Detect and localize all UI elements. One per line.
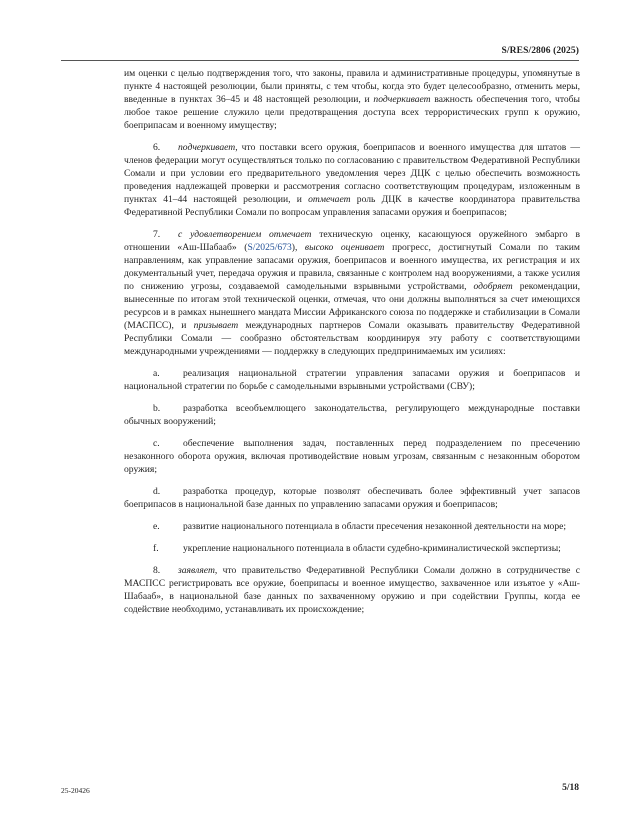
document-symbol: S/RES/2806 (2025) xyxy=(501,46,579,56)
subitem-letter: d. xyxy=(153,486,161,497)
paragraph-emphasis: подчеркивает xyxy=(178,142,236,153)
subitem-letter: c. xyxy=(153,438,160,449)
subitem-d xyxy=(124,485,580,511)
paragraph-text: техническую оценку, касающуюся оружейного эмбарго в отношении «Аш-Шабааб» ( xyxy=(124,229,580,253)
paragraph-emphasis: одобряет xyxy=(473,281,513,292)
subitem-text: обеспечение выполнения задач, поставленных перед подразделением по пресечению незаконного оборота оружия, включая противодействие новым угрозам, связанным с незаконным оборотом оружия; xyxy=(124,438,580,475)
subitem-text: реализация национальной стратегии управления запасами оружия и боеприпасов и национальной стратегии по борьбе с самодельными взрывными устройствами (СВУ); xyxy=(124,368,580,392)
subitem-letter: e. xyxy=(153,521,160,532)
paragraph-emphasis: с удовлетворением отмечает xyxy=(178,229,312,240)
paragraph-7 xyxy=(124,228,580,358)
page-number: 5/18 xyxy=(562,783,579,793)
paragraph-number: 8. xyxy=(153,565,161,576)
paragraph-emphasis: призывает xyxy=(193,320,239,331)
paragraph-emphasis: заявляет xyxy=(178,565,215,576)
subitem-text: разработка процедур, которые позволят обеспечивать более эффективный учет запасов боеприпасов в национальной базе данных по управлению запасами оружия и боеприпасов; xyxy=(124,486,580,510)
header-rule xyxy=(61,60,579,61)
subitem-letter: a. xyxy=(153,368,160,379)
paragraph-text: рекомендации, вынесенные по итогам этой технической оценки, отмечая, что они должны выполняться за счет имеющихся ресурсов и в рамках нынешнего мандата Миссии Африканского союза по поддержке и стабилизации в Сомали (МАСПСС), и xyxy=(124,281,580,331)
paragraph-continuation xyxy=(124,67,580,132)
paragraph-text: , что правительство Федеративной Республики Сомали должно в сотрудничестве с МАСПСС регистрировать все оружие, боеприпасы и военное имущество, захваченное или изъятое у «Аш-Шабааб», в национальной базе данных по захваченному оружию и при содействии Группы, когда ее содействие необходимо, устанавливать их происхождение; xyxy=(124,565,580,615)
paragraph-text: международных партнеров Сомали оказывать правительству Федеративной Республики Сомали — сообразно обстоятельствам координируя эту работу с соответствующими международными учреждениями — поддержку в следующих предпринимаемых им усилиях: xyxy=(124,320,580,357)
paragraph-text: им оценки с целью подтверждения того, что законы, правила и административные процедуры, упомянутые в пункте 4 настоящей резолюции, были приняты, с тем чтобы, когда это будет целесообразно, отменить меры, введенные в пунктах 36–45 и 48 настоящей резолюции, и xyxy=(124,68,580,105)
paragraph-emphasis: отмечает xyxy=(308,194,351,205)
paragraph-emphasis: высоко оценивает xyxy=(304,242,385,253)
subitem-a xyxy=(124,367,580,393)
paragraph-number: 6. xyxy=(153,142,161,153)
subitem-text: разработка всеобъемлющего законодательства, регулирующего международные поставки обычных вооружений; xyxy=(124,403,580,427)
paragraph-6 xyxy=(124,141,580,219)
subitem-text: укрепление национального потенциала в области судебно-криминалистической экспертизы; xyxy=(183,543,561,554)
subitem-letter: b. xyxy=(153,403,161,414)
job-number: 25-20426 xyxy=(61,786,90,795)
paragraph-text: роль ДЦК в качестве координатора правительства Федеративной Республики Сомали по вопросам управления запасами оружия и боеприпасов; xyxy=(124,194,580,218)
paragraph-text: ), xyxy=(291,242,305,253)
subitem-c xyxy=(124,437,580,476)
subitem-text: развитие национального потенциала в области пресечения незаконной деятельности на море; xyxy=(183,521,567,532)
paragraph-text: важность обеспечения того, чтобы любое такое решение служило цели предотвращения доступа всех террористических групп к оружию, боеприпасам и военному имуществу; xyxy=(124,94,581,131)
paragraph-emphasis: подчеркивает xyxy=(373,94,431,105)
paragraph-8 xyxy=(124,564,580,616)
document-body xyxy=(124,67,580,625)
paragraph-text: прогресс, достигнутый Сомали по таким направлениям, как управление запасами оружия, боеприпасов и военного имущества, их регистрация и их документальный учет, передача оружия и правила, связанные с контролем над вооружениями, а также усилия по снижению угрозы, создаваемой самодельными взрывными устройствами, xyxy=(124,242,581,292)
paragraph-number: 7. xyxy=(153,229,161,240)
subitem-f xyxy=(124,542,580,555)
subitem-b xyxy=(124,402,580,428)
paragraph-text: , что поставки всего оружия, боеприпасов и военного имущества для штатов — членов федерации могут осуществляться только по согласованию с правительством Федеративной Республики Сомали и при условии его предварительного уведомления через ДЦК с целью обеспечить возможность проведения надлежащей проверки и рассмотрения согласно соответствующим процедурам, изложенным в пунктах 41–44 настоящей резолюции, и xyxy=(124,142,580,205)
subitem-letter: f. xyxy=(153,543,159,554)
subitem-e xyxy=(124,520,580,533)
document-link-s-2025-673[interactable]: S/2025/673 xyxy=(247,242,292,253)
